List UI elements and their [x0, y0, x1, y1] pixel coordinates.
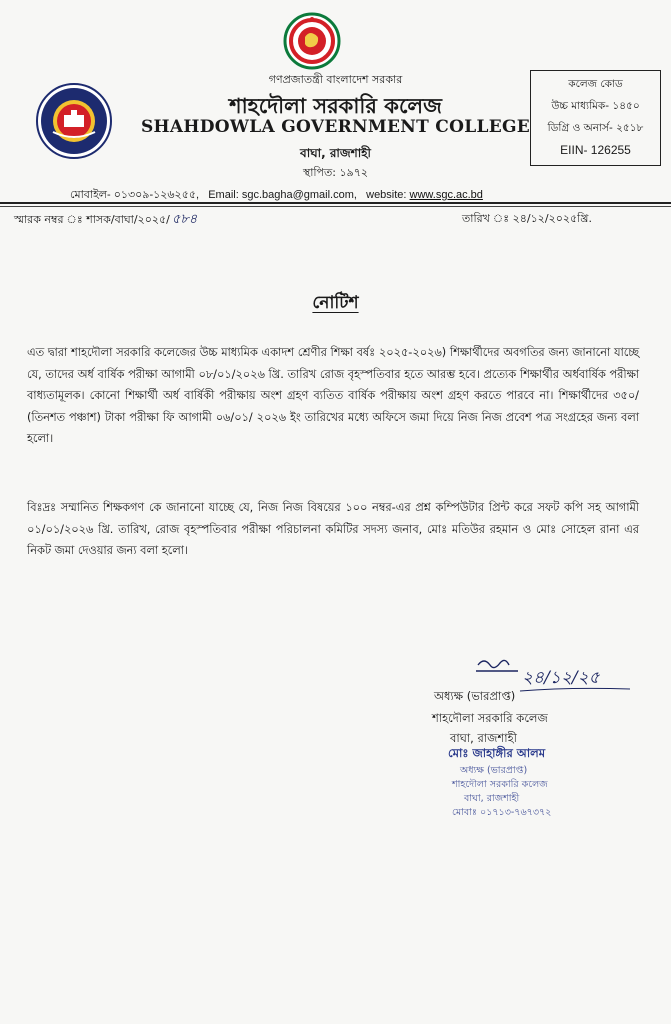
- memo-ref-number: ৫৮৪: [171, 212, 198, 227]
- memo-reference: [14, 210, 197, 231]
- mobile-number: মোবাইল- ০১৩০৯-১২৬২৫৫,: [70, 189, 200, 201]
- seal-title: অধ্যক্ষ (ভারপ্রাপ্ত): [460, 765, 528, 776]
- signature-date: ২৪/১২/২৫: [522, 668, 600, 688]
- seal-name: মোঃ জাহাঙ্গীর আলম: [448, 746, 546, 760]
- degree-code: ডিগ্রি ও অনার্স- ২৫১৮: [547, 122, 644, 134]
- signatory-title: অধ্যক্ষ (ভারপ্রাপ্ত): [434, 689, 516, 703]
- notice-title-text: নোটিশ: [312, 293, 359, 313]
- college-name-english: SHAHDOWLA GOVERNMENT COLLEGE: [140, 117, 531, 137]
- signatory-college: শাহদৌলা সরকারি কলেজ: [432, 711, 548, 725]
- college-code-box: [530, 70, 661, 166]
- hsc-code: উচ্চ মাধ্যমিক- ১৪৫০: [551, 100, 640, 112]
- government-line: গণপ্রজাতন্ত্রী বাংলাদেশ সরকার: [268, 73, 403, 86]
- seal-college: শাহদৌলা সরকারি কলেজ: [452, 779, 548, 790]
- header-divider: [0, 202, 671, 204]
- website-link[interactable]: www.sgc.ac.bd: [409, 189, 483, 201]
- memo-ref-label: স্মারক নম্বর ঃ শাসক/বাঘা/২০২৫/: [14, 213, 170, 226]
- principal-seal: [448, 745, 551, 820]
- eiin-number: EIIN- 126255: [560, 143, 631, 157]
- college-address: বাঘা, রাজশাহী: [300, 146, 371, 160]
- seal-address: বাঘা, রাজশাহী: [464, 793, 520, 804]
- seal-mobile: মোবাঃ ০১৭১৩-৭৬৭৩৭২: [452, 807, 552, 818]
- code-box-title: কলেজ কোড: [568, 78, 623, 90]
- established-year: স্থাপিত: ১৯৭২: [302, 166, 369, 179]
- signatory-address: বাঘা, রাজশাহী: [450, 731, 517, 745]
- header-divider-thin: [0, 206, 671, 207]
- notice-paragraph-2: বিঃদ্রঃ সম্মানিত শিক্ষকগণ কে জানানো যাচ্ছে যে, নিজ নিজ বিষয়ের ১০০ নম্বর-এর প্রশ্ন কম্পিউটার প্রিন্ট করে সফট কপি সহ আগামী ০১/০১/২০২৬ খ্রি. তারিখ, রোজ বৃহস্পতিবার পরীক্ষা পরিচালনা কমিটির সদস্য জনাব, মোঃ মতিউর রহমান ও মোঃ সোহেল রানা এর নিকট জমা দেওয়ার জন্য বলা হলো।: [27, 501, 639, 557]
- website-label: website:: [366, 189, 407, 201]
- college-name-bangla: শাহদৌলা সরকারি কলেজ: [229, 94, 442, 118]
- memo-date: তারিখ ঃ ২৪/১২/২০২৫খ্রি.: [462, 212, 592, 225]
- notice-title: [0, 290, 671, 318]
- notice-paragraph-1: এত দ্বারা শাহদৌলা সরকারি কলেজের উচ্চ মাধ্যমিক একাদশ শ্রেণীর শিক্ষা বর্ষঃ ২০২৫-২০২৬) শিক্ষার্থীদের অবগতির জন্য জানানো যাচ্ছে যে, তাদের অর্ধ বার্ষিক পরীক্ষা আগামী ০৮/০১/২০২৬ খ্রি. তারিখ রোজ বৃহস্পতিবার হতে আরম্ভ হবে। প্রত্যেক শিক্ষার্থীর অর্ধবার্ষিক পরীক্ষা বাধ্যতামূলক। কোনো শিক্ষার্থী অর্ধ বার্ষিকী পরীক্ষায় অংশ গ্রহণ ব্যতিত বার্ষিক পরীক্ষায় অংশ গ্রহণ করতে পারবে না। শিক্ষার্থীদের ৩৫০/ (তিনশত পঞ্চাশ) টাকা পরীক্ষা ফি আগামী ০৬/০১/ ২০২৬ ইং তারিখের মধ্যে অফিসে জমা দিয়ে নিজ নিজ প্রবেশ পত্র সংগ্রহের জন্য বলা হলো।: [27, 346, 639, 445]
- email-address[interactable]: Email: sgc.bagha@gmail.com,: [208, 189, 357, 201]
- bangladesh-emblem-icon: [283, 12, 341, 70]
